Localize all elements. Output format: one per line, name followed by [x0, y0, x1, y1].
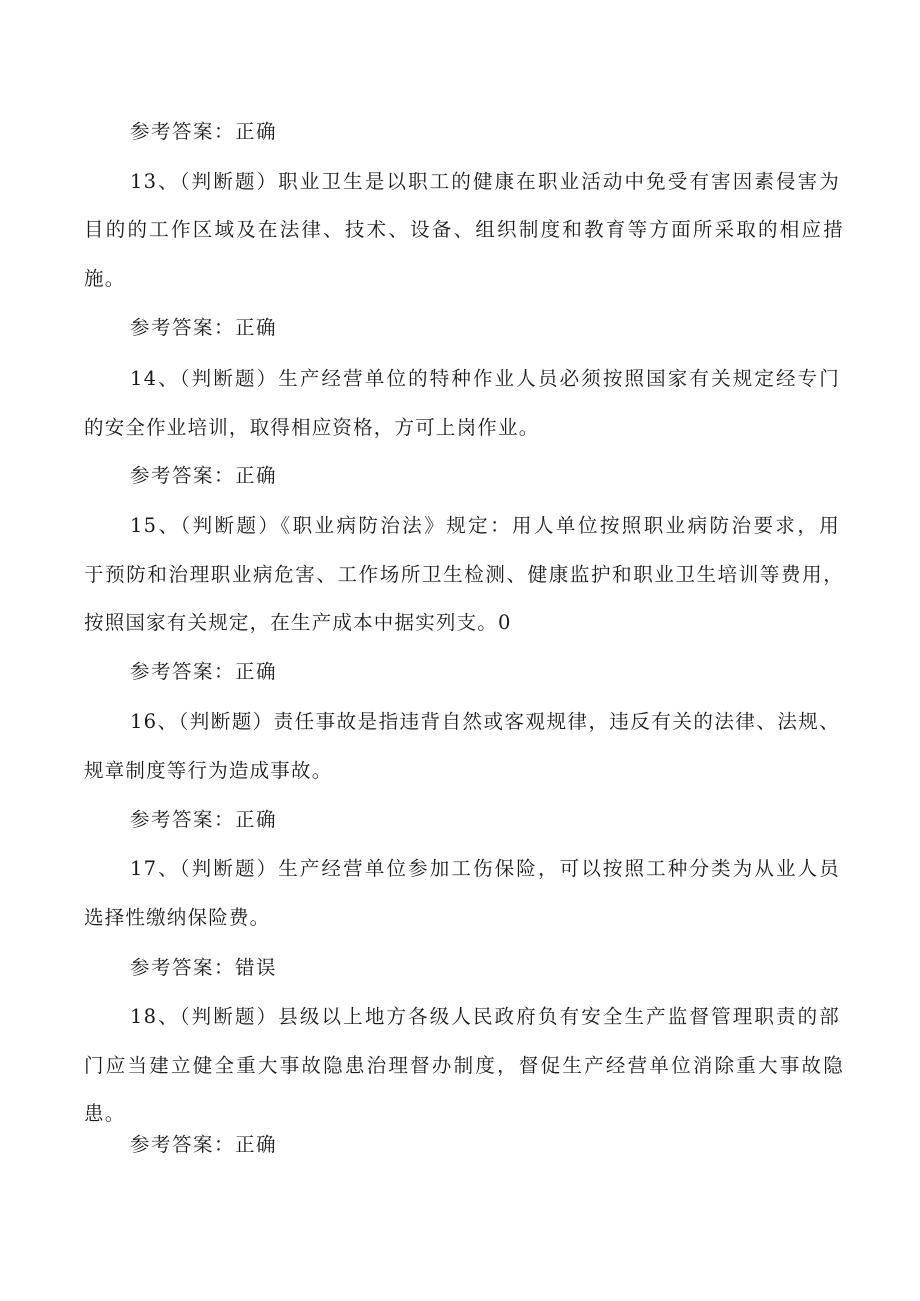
question-16-line-1: 16、（判断题）责任事故是指违背自然或客观规律，违反有关的法律、法规、: [130, 710, 840, 733]
answer-line: 参考答案：错误: [130, 956, 278, 979]
question-13-line-3: 施。: [84, 267, 126, 290]
answer-line: 参考答案：正确: [130, 808, 278, 831]
question-14-line-2: 的安全作业培训，取得相应资格，方可上岗作业。: [84, 416, 540, 439]
question-18-line-2: 门应当建立健全重大事故隐患治理督办制度，督促生产经营单位消除重大事故隐: [84, 1054, 844, 1077]
question-13-line-1: 13、（判断题）职业卫生是以职工的健康在职业活动中免受有害因素侵害为: [130, 170, 840, 193]
answer-line: 参考答案：正确: [130, 120, 278, 143]
question-15-line-1: 15、（判断题）《职业病防治法》规定：用人单位按照职业病防治要求，用: [130, 514, 840, 537]
question-18-line-1: 18、（判断题）县级以上地方各级人民政府负有安全生产监督管理职责的部: [130, 1005, 840, 1028]
question-15-line-3: 按照国家有关规定，在生产成本中据实列支。0: [84, 611, 512, 634]
question-14-line-1: 14、（判断题）生产经营单位的特种作业人员必须按照国家有关规定经专门: [130, 367, 840, 390]
question-17-line-2: 选择性缴纳保险费。: [84, 906, 271, 929]
question-13-line-2: 目的的工作区域及在法律、技术、设备、组织制度和教育等方面所采取的相应措: [84, 218, 844, 241]
answer-line: 参考答案：正确: [130, 660, 278, 683]
question-17-line-1: 17、（判断题）生产经营单位参加工伤保险，可以按照工种分类为从业人员: [130, 857, 840, 880]
answer-line: 参考答案：正确: [130, 316, 278, 339]
answer-line: 参考答案：正确: [130, 464, 278, 487]
question-18-line-3: 患。: [84, 1102, 126, 1125]
answer-line: 参考答案：正确: [130, 1133, 278, 1156]
question-16-line-2: 规章制度等行为造成事故。: [84, 759, 333, 782]
question-15-line-2: 于预防和治理职业病危害、工作场所卫生检测、健康监护和职业卫生培训等费用，: [84, 563, 844, 586]
